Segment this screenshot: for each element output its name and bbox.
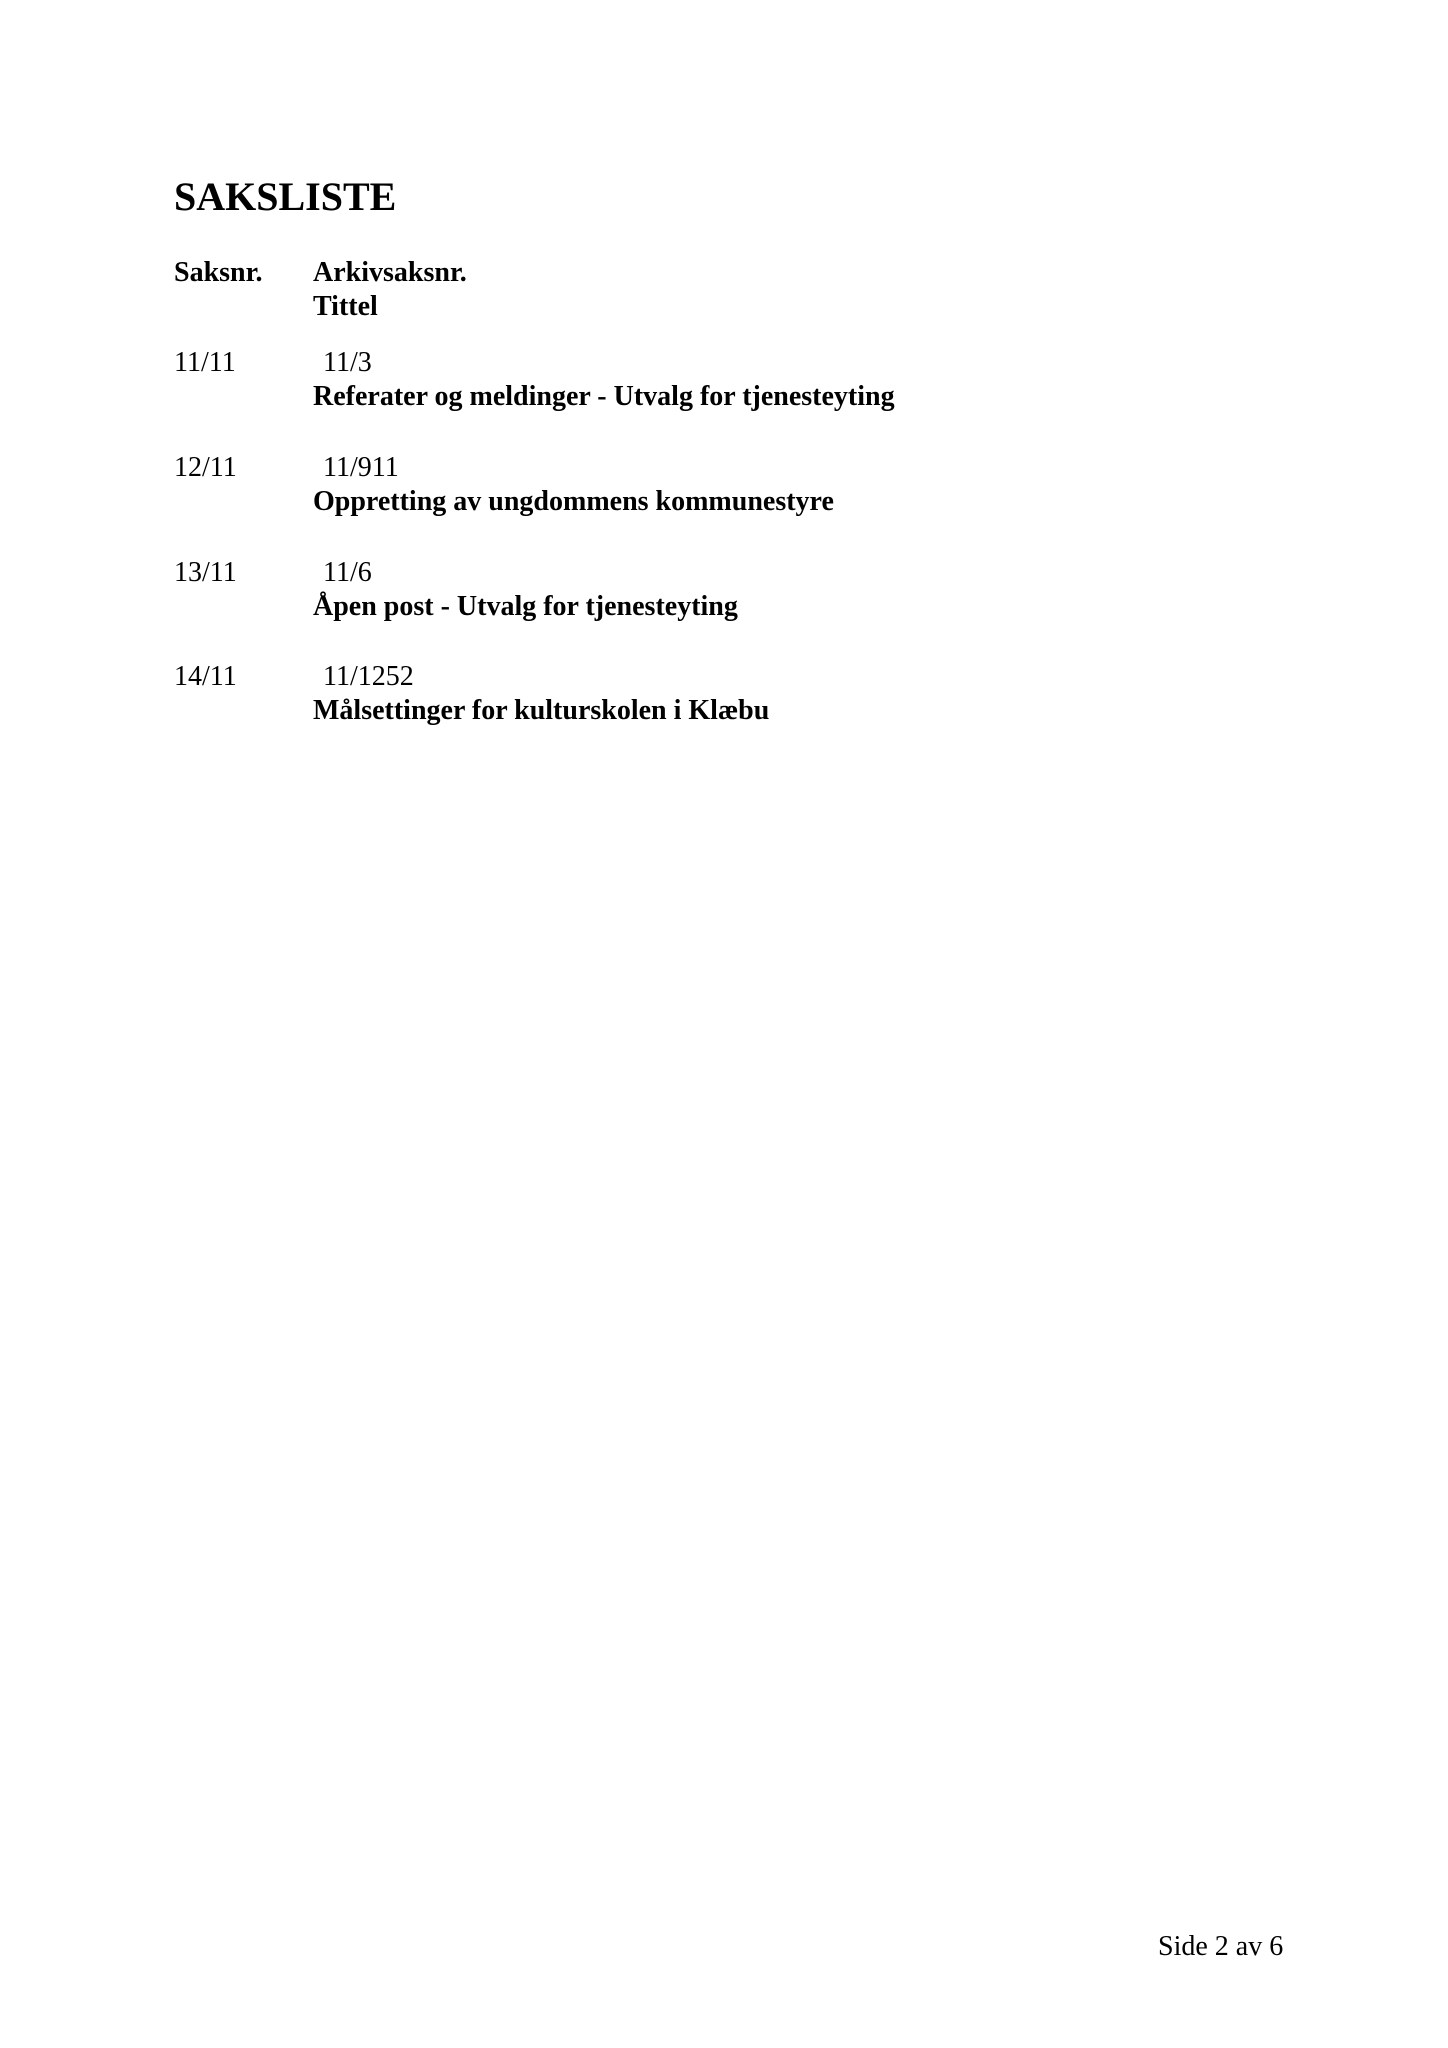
- case-item: [0, 346, 1448, 426]
- header-saksnr: Saksnr.: [174, 257, 263, 288]
- case-item: [0, 451, 1448, 531]
- header-arkivsaksnr: Arkivsaksnr.: [313, 257, 467, 288]
- case-title: Målsettinger for kulturskolen i Klæbu: [313, 695, 770, 726]
- case-title: Oppretting av ungdommens kommunestyre: [313, 486, 834, 517]
- case-arkivsaksnr: 11/1252: [323, 661, 414, 692]
- case-saksnr: 14/11: [174, 661, 237, 692]
- case-item: [0, 660, 1448, 740]
- case-saksnr: 12/11: [174, 452, 237, 483]
- case-title: Referater og meldinger - Utvalg for tjenesteyting: [313, 381, 895, 412]
- case-title: Åpen post - Utvalg for tjenesteyting: [313, 591, 738, 622]
- case-arkivsaksnr: 11/3: [323, 347, 372, 378]
- page-title: SAKSLISTE: [174, 174, 397, 219]
- header-tittel: Tittel: [313, 291, 378, 322]
- case-saksnr: 13/11: [174, 557, 237, 588]
- page-number: Side 2 av 6: [1158, 1931, 1284, 1962]
- case-arkivsaksnr: 11/6: [323, 557, 372, 588]
- case-item: [0, 556, 1448, 636]
- case-arkivsaksnr: 11/911: [323, 452, 399, 483]
- case-saksnr: 11/11: [174, 347, 236, 378]
